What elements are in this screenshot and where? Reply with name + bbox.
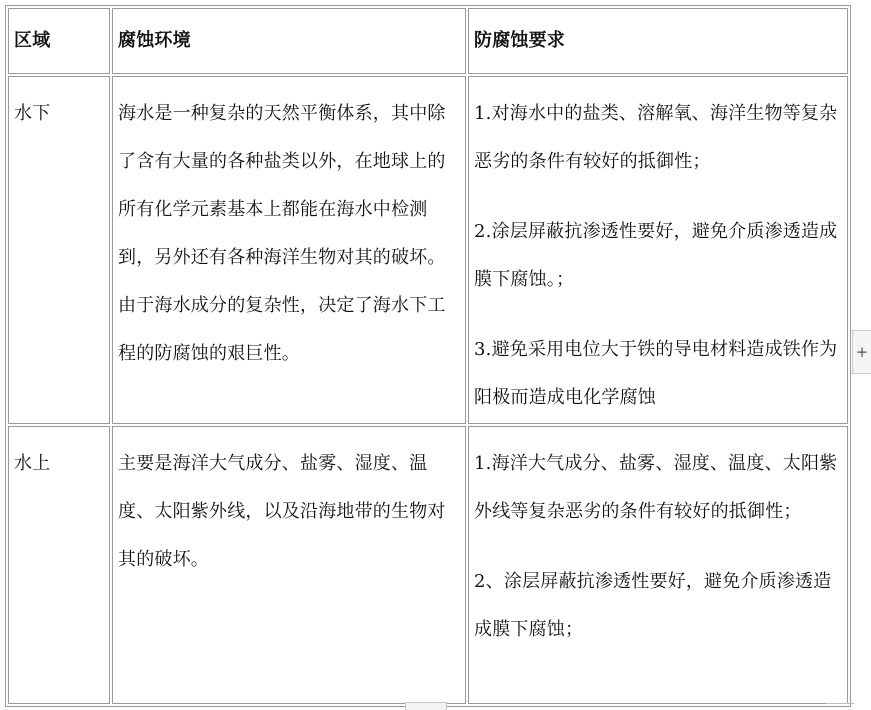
- header-cell-environment: [112, 8, 466, 74]
- zone-label: 水下: [14, 103, 51, 124]
- requirements-list: [469, 427, 847, 654]
- header-zone-label: 区域: [14, 30, 51, 51]
- table-header-row: [8, 8, 848, 74]
- scroll-edge-mark: [826, 703, 854, 710]
- header-requirements-label: 防腐蚀要求: [474, 30, 565, 51]
- environment-cell: [112, 426, 466, 704]
- requirements-list: [469, 77, 847, 422]
- requirement-item: 1.对海水中的盐类、溶解氧、海洋生物等复杂恶劣的条件有较好的抵御性；: [474, 103, 838, 172]
- requirements-cell: [468, 76, 848, 424]
- environment-text: 主要是海洋大气成分、盐雾、湿度、温度、太阳紫外线，以及沿海地带的生物对其的破坏。: [118, 453, 446, 570]
- requirements-cell: [468, 426, 848, 704]
- zone-cell: [8, 76, 110, 424]
- requirement-item: 2、涂层屏蔽抗渗透性要好，避免介质渗透造成膜下腐蚀；: [474, 571, 832, 640]
- requirement-item: 2.涂层屏蔽抗渗透性要好，避免介质渗透造成膜下腐蚀。；: [474, 221, 838, 290]
- header-environment-label: 腐蚀环境: [118, 30, 191, 51]
- environment-cell: [112, 76, 466, 424]
- table-row: [8, 426, 848, 704]
- plus-icon: +: [855, 343, 869, 361]
- expand-plus-button[interactable]: [852, 330, 871, 374]
- environment-text: 海水是一种复杂的天然平衡体系，其中除了含有大量的各种盐类以外，在地球上的所有化学元素基本上都能在海水中检测到，另外还有各种海洋生物对其的破坏。由于海水成分的复杂性，决定了海水下工程的防腐蚀的艰巨性。: [118, 103, 446, 364]
- corrosion-table: [5, 5, 851, 707]
- header-cell-requirements: [468, 8, 848, 74]
- table-row: [8, 76, 848, 424]
- zone-cell: [8, 426, 110, 704]
- resize-handle[interactable]: [405, 702, 447, 710]
- zone-label: 水上: [14, 453, 51, 474]
- header-cell-zone: [8, 8, 110, 74]
- requirement-item: 3.避免采用电位大于铁的导电材料造成铁作为阳极而造成电化学腐蚀: [474, 339, 838, 408]
- requirement-item: 1.海洋大气成分、盐雾、湿度、温度、太阳紫外线等复杂恶劣的条件有较好的抵御性；: [474, 453, 838, 522]
